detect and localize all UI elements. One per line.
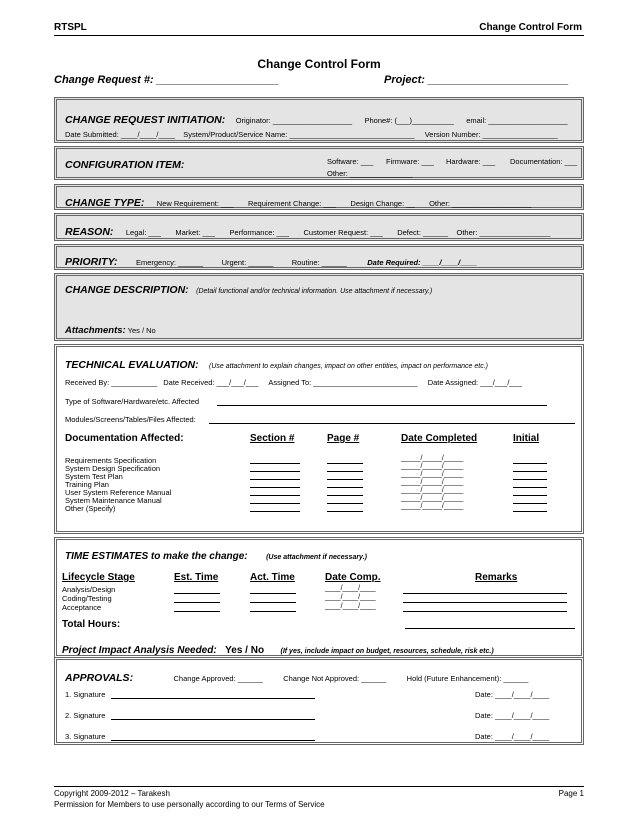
footer-rule (54, 786, 584, 787)
attachments-label: Attachments: (65, 325, 126, 336)
doc-page-line[interactable] (327, 463, 363, 464)
total-hours-line[interactable] (405, 628, 575, 629)
received-by-field[interactable]: Received By: ___________ (65, 378, 158, 387)
change-type-section (54, 184, 584, 210)
new-requirement-field[interactable]: New Requirement: ___ (156, 199, 234, 208)
doc-initial-line[interactable] (513, 487, 547, 488)
lifecycle-stage-label: Coding/Testing (62, 594, 112, 603)
date-comp-line[interactable]: ____/____/____ (325, 585, 376, 592)
doc-item-label: Requirements Specification (65, 456, 157, 465)
signature-label: 2. Signature (65, 711, 106, 720)
col-date-completed: Date Completed (401, 433, 478, 444)
col-date-comp: Date Comp. (325, 572, 381, 583)
doc-date-line[interactable]: _____/_____/_____ (401, 479, 464, 486)
project-field[interactable]: Project: _______________________ (384, 74, 569, 86)
est-time-line[interactable] (174, 602, 220, 603)
change-type-other-field[interactable]: Other: ___________________ (429, 199, 532, 208)
market-field[interactable]: Market: ___ (175, 228, 215, 237)
assigned-to-field[interactable]: Assigned To: _________________________ (268, 378, 418, 387)
initiation-heading: CHANGE REQUEST INITIATION: (65, 114, 226, 126)
initiation-section (54, 97, 584, 143)
col-act-time: Act. Time (250, 572, 295, 583)
type-affected-label: Type of Software/Hardware/etc. Affected (65, 397, 200, 406)
doc-section-line[interactable] (250, 503, 300, 504)
doc-date-line[interactable]: _____/_____/_____ (401, 455, 464, 462)
doc-initial-line[interactable] (513, 479, 547, 480)
date-required-field[interactable]: Date Required: ____/____/____ (367, 258, 477, 267)
doc-initial-line[interactable] (513, 503, 547, 504)
date-assigned-field[interactable]: Date Assigned: ___/___/___ (427, 378, 522, 387)
signature-line[interactable] (111, 698, 315, 699)
doc-item-label: User System Reference Manual (65, 488, 172, 497)
impact-note: (If yes, include impact on budget, resources, schedule, risk etc.) (280, 648, 494, 655)
est-time-line[interactable] (174, 611, 220, 612)
doc-item-label: System Maintenance Manual (65, 496, 162, 505)
doc-item-label: System Test Plan (65, 472, 123, 481)
doc-page-line[interactable] (327, 511, 363, 512)
doc-section-line[interactable] (250, 511, 300, 512)
reason-heading: REASON: (65, 226, 114, 238)
col-remarks: Remarks (475, 572, 518, 583)
config-heading: CONFIGURATION ITEM: (65, 159, 185, 171)
originator-field[interactable]: Originator: ___________________ (235, 116, 353, 125)
page-title: Change Control Form (257, 57, 381, 71)
impact-yes-no[interactable]: Yes / No (225, 645, 265, 656)
doc-date-line[interactable]: _____/_____/_____ (401, 471, 464, 478)
col-page: Page # (327, 433, 360, 444)
lifecycle-stage-label: Acceptance (62, 603, 102, 612)
act-time-line[interactable] (250, 602, 296, 603)
signature-date-field[interactable]: Date: ____/____/____ (475, 711, 550, 720)
doc-section-line[interactable] (250, 471, 300, 472)
config-other-field[interactable]: Other: _______________ (327, 169, 413, 178)
software-field[interactable]: Software: ___ (327, 157, 374, 166)
change-not-approved-field[interactable]: Change Not Approved: ______ (283, 674, 387, 683)
type-affected-line[interactable] (217, 405, 547, 406)
doc-item-label: Training Plan (65, 480, 109, 489)
doc-section-line[interactable] (250, 487, 300, 488)
performance-field[interactable]: Performance: ___ (229, 228, 290, 237)
doc-page-line[interactable] (327, 503, 363, 504)
time-section (54, 537, 584, 658)
config-section (54, 146, 584, 180)
emergency-field[interactable]: Emergency: ______ (135, 258, 204, 267)
doc-date-line[interactable]: _____/_____/_____ (401, 463, 464, 470)
doc-section-line[interactable] (250, 495, 300, 496)
approvals-heading: APPROVALS: (65, 672, 134, 684)
attachments-yes-no[interactable]: Yes / No (125, 326, 156, 335)
footer-page: Page 1 (558, 789, 584, 798)
total-hours-label: Total Hours: (62, 619, 121, 630)
modules-affected-line[interactable] (209, 423, 575, 424)
signature-date-field[interactable]: Date: ____/____/____ (475, 732, 550, 741)
remarks-line[interactable] (403, 611, 567, 612)
est-time-line[interactable] (174, 593, 220, 594)
reason-other-field[interactable]: Other: _________________ (456, 228, 551, 237)
technical-note: (Use attachment to explain changes, impact on other entities, impact on performance etc.) (209, 363, 489, 370)
firmware-field[interactable]: Firmware: ___ (386, 157, 434, 166)
doc-page-line[interactable] (327, 479, 363, 480)
remarks-line[interactable] (403, 602, 567, 603)
date-comp-line[interactable]: ____/____/____ (325, 594, 376, 601)
signature-label: 1. Signature (65, 690, 106, 699)
col-lifecycle: Lifecycle Stage (62, 572, 135, 583)
doc-affected-heading: Documentation Affected: (65, 433, 184, 444)
doc-section-line[interactable] (250, 463, 300, 464)
doc-item-label: System Design Specification (65, 464, 161, 473)
phone-field[interactable]: Phone#: (___)__________ (364, 116, 454, 125)
col-initial: Initial (513, 433, 540, 444)
act-time-line[interactable] (250, 611, 296, 612)
doc-page-line[interactable] (327, 471, 363, 472)
change-request-field[interactable]: Change Request #: ____________________ (54, 74, 280, 86)
col-section: Section # (250, 433, 295, 444)
requirement-change-field[interactable]: Requirement Change: ___ (247, 199, 336, 208)
legal-field[interactable]: Legal: ___ (125, 228, 161, 237)
time-heading: TIME ESTIMATES to make the change: (65, 551, 248, 562)
time-note: (Use attachment if necessary.) (266, 554, 367, 561)
technical-section (54, 344, 584, 534)
description-section (54, 273, 584, 341)
signature-label: 3. Signature (65, 732, 106, 741)
doc-initial-line[interactable] (513, 471, 547, 472)
technical-heading: TECHNICAL EVALUATION: (65, 359, 199, 371)
signature-line[interactable] (111, 740, 315, 741)
approvals-section (54, 657, 584, 745)
documentation-field[interactable]: Documentation: ___ (510, 157, 578, 166)
doc-section-line[interactable] (250, 479, 300, 480)
date-received-field[interactable]: Date Received: ___/___/___ (163, 378, 259, 387)
doc-initial-line[interactable] (513, 463, 547, 464)
description-heading: CHANGE DESCRIPTION: (65, 284, 189, 296)
system-name-field[interactable]: System/Product/Service Name: ______________________________ (183, 130, 415, 139)
act-time-line[interactable] (250, 593, 296, 594)
impact-label: Project Impact Analysis Needed: (62, 645, 217, 656)
doc-date-line[interactable]: _____/_____/_____ (401, 487, 464, 494)
footer-permission: Permission for Members to use personally according to our Terms of Service (54, 800, 325, 809)
header-right: Change Control Form (479, 22, 582, 33)
doc-date-line[interactable]: _____/_____/_____ (401, 495, 464, 502)
doc-initial-line[interactable] (513, 495, 547, 496)
doc-initial-line[interactable] (513, 511, 547, 512)
hold-field[interactable]: Hold (Future Enhancement): ______ (406, 674, 529, 683)
modules-affected-label: Modules/Screens/Tables/Files Affected: (65, 415, 196, 424)
email-field[interactable]: email: ___________________ (466, 116, 568, 125)
doc-item-label: Other (Specify) (65, 504, 116, 513)
description-note: (Detail functional and/or technical information. Use attachment if necessary.) (196, 288, 433, 295)
doc-page-line[interactable] (327, 495, 363, 496)
reason-section (54, 213, 584, 241)
signature-date-field[interactable]: Date: ____/____/____ (475, 690, 550, 699)
defect-field[interactable]: Defect: ______ (397, 228, 449, 237)
doc-date-line[interactable]: _____/_____/_____ (401, 503, 464, 510)
doc-page-line[interactable] (327, 487, 363, 488)
urgent-field[interactable]: Urgent: ______ (221, 258, 274, 267)
customer-request-field[interactable]: Customer Request: ___ (303, 228, 383, 237)
routine-field[interactable]: Routine: ______ (291, 258, 347, 267)
change-type-heading: CHANGE TYPE: (65, 197, 145, 209)
lifecycle-stage-label: Analysis/Design (62, 585, 116, 594)
priority-section (54, 244, 584, 270)
date-submitted-field[interactable]: Date Submitted: ____/____/____ (65, 130, 176, 139)
signature-line[interactable] (111, 719, 315, 720)
remarks-line[interactable] (403, 593, 567, 594)
priority-heading: PRIORITY: (65, 256, 118, 268)
change-approved-field[interactable]: Change Approved: ______ (173, 674, 263, 683)
footer-copyright: Copyright 2009-2012 – Tarakesh (54, 789, 170, 798)
design-change-field[interactable]: Design Change: __ (350, 199, 415, 208)
hardware-field[interactable]: Hardware: ___ (446, 157, 496, 166)
date-comp-line[interactable]: ____/____/____ (325, 603, 376, 610)
header-left: RTSPL (54, 22, 87, 33)
col-est-time: Est. Time (174, 572, 219, 583)
version-number-field[interactable]: Version Number: __________________ (424, 130, 558, 139)
header-rule (54, 35, 584, 36)
